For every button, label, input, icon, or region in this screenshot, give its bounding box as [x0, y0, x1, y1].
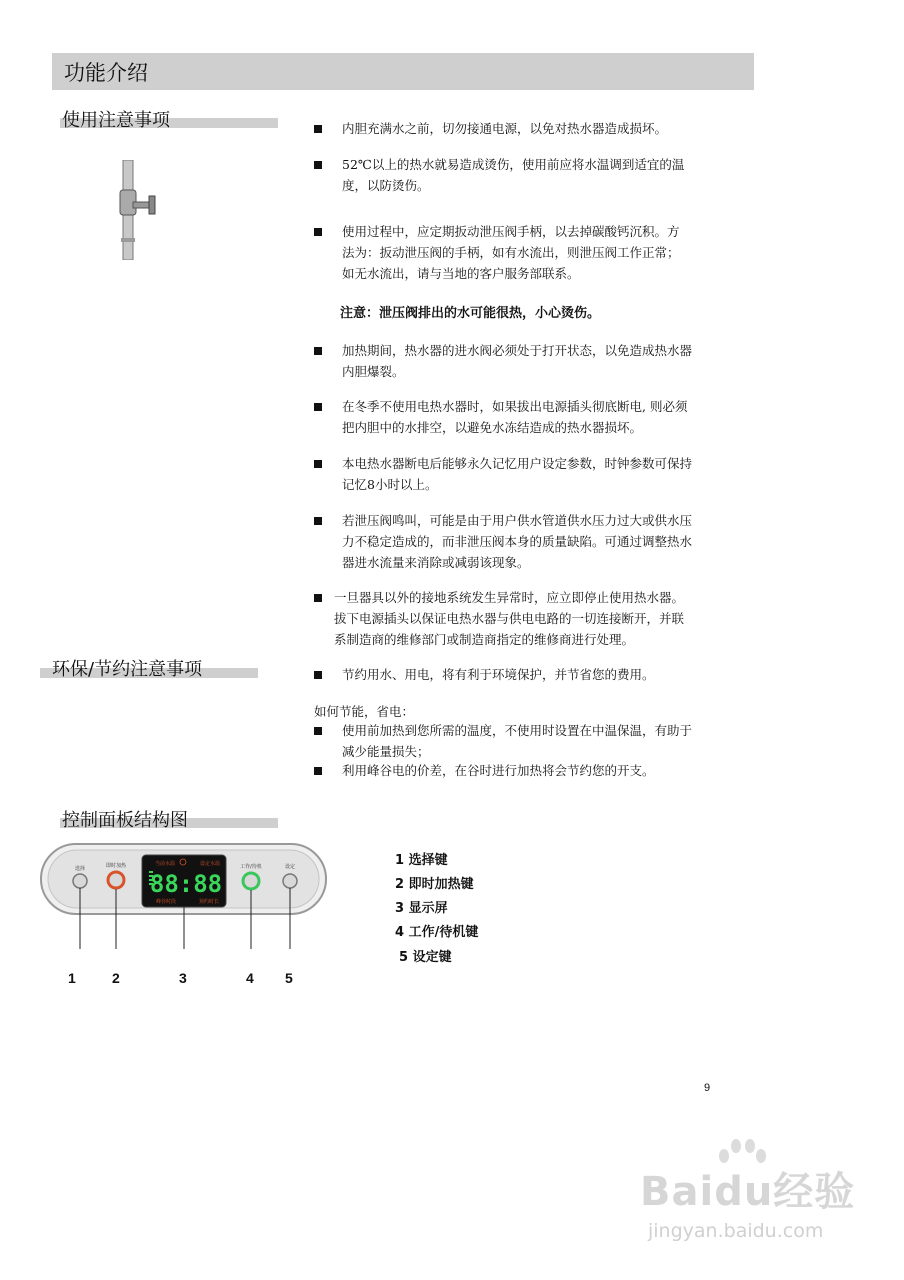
- display-label: 当前水温: [155, 861, 176, 867]
- section-heading-panel: 控制面板结构图: [62, 810, 188, 831]
- page-number: 9: [704, 1082, 711, 1094]
- legend-item: 5 设定键: [399, 950, 452, 965]
- section-heading-eco: 环保/节约注意事项: [52, 659, 203, 680]
- instant-heat-button[interactable]: [108, 872, 124, 888]
- list-item: 节约用水、用电，将有利于环境保护，并节省您的费用。: [314, 664, 764, 685]
- page-title: 功能介绍: [64, 61, 148, 85]
- select-button-label: 选择: [74, 866, 86, 872]
- legend-item: 1 选择键: [395, 853, 448, 868]
- warning-note: 注意：泄压阀排出的水可能很热，小心烫伤。: [340, 306, 601, 321]
- bullet-icon: [314, 125, 322, 133]
- list-item: 使用过程中，应定期扳动泄压阀手柄，以去掉碳酸钙沉积。方 法为：扳动泄压阀的手柄，如有水流出，则泄压阀工作正常； 如无水流出，请与当地的客户服务部联系。: [314, 221, 764, 284]
- legend-item: 2 即时加热键: [395, 877, 474, 892]
- list-item: 若泄压阀鸣叫，可能是由于用户供水管道供水压力过大或供水压 力不稳定造成的，而非泄压阀本身的质量缺陷。可通过调整热水 器进水流量来消除或减弱该现象。: [314, 510, 764, 573]
- list-item: 52℃以上的热水就易造成烫伤，使用前应将水温调到适宜的温 度，以防烫伤。: [314, 154, 764, 196]
- section-heading-usage: 使用注意事项: [62, 110, 170, 131]
- control-panel-diagram: [38, 840, 338, 955]
- list-item: 加热期间，热水器的进水阀必须处于打开状态，以免造成热水器 内胆爆裂。: [314, 340, 764, 382]
- display-digits: 88:88: [149, 870, 223, 898]
- callout-number: 2: [112, 970, 120, 986]
- eco-intro: 如何节能，省电：: [314, 704, 415, 719]
- display-label: 峰谷时段: [156, 899, 177, 905]
- bullet-icon: [314, 767, 322, 775]
- bullet-icon: [314, 517, 322, 525]
- bullet-icon: [314, 727, 322, 735]
- legend-item: 4 工作/待机键: [395, 925, 479, 940]
- bullet-icon: [314, 460, 322, 468]
- bullet-icon: [314, 403, 322, 411]
- bullet-icon: [314, 594, 322, 602]
- select-button[interactable]: [73, 874, 87, 888]
- pressure-valve-illustration: [105, 160, 165, 260]
- callout-number: 1: [68, 970, 76, 986]
- list-item: 在冬季不使用电热水器时，如果拔出电源插头彻底断电, 则必须 把内胆中的水排空，以避免水冻结造成的热水器损坏。: [314, 396, 764, 438]
- watermark-url: jingyan.baidu.com: [648, 1220, 824, 1242]
- list-item: 内胆充满水之前，切勿接通电源，以免对热水器造成损坏。: [314, 118, 764, 139]
- list-item: 一旦器具以外的接地系统发生异常时，应立即停止使用热水器。 拔下电源插头以保证电热水器与供电电路的一切连接断开，并联 系制造商的维修部门或制造商指定的维修商进行处理。: [314, 587, 774, 650]
- bullet-icon: [314, 161, 322, 169]
- work-standby-button[interactable]: [243, 873, 259, 889]
- display-label: 设定水温: [200, 861, 221, 867]
- bullet-icon: [314, 347, 322, 355]
- instant-heat-button-label: 即时加热: [105, 863, 127, 869]
- callout-number: 5: [285, 970, 293, 986]
- display-label: 预约时长: [199, 899, 220, 905]
- legend-item: 3 显示屏: [395, 901, 448, 916]
- list-item: 利用峰谷电的价差，在谷时进行加热将会节约您的开支。: [314, 760, 764, 781]
- bullet-icon: [314, 228, 322, 236]
- callout-number: 3: [179, 970, 187, 986]
- list-item: 使用前加热到您所需的温度，不使用时设置在中温保温，有助于 减少能量损失；: [314, 720, 774, 762]
- watermark-logo: Baidu经验: [640, 1169, 856, 1215]
- bullet-icon: [314, 671, 322, 679]
- set-button[interactable]: [283, 874, 297, 888]
- title-bar: [52, 53, 754, 90]
- callout-number: 4: [246, 970, 254, 986]
- list-item: 本电热水器断电后能够永久记忆用户设定参数，时钟参数可保持 记忆8小时以上。: [314, 453, 764, 495]
- set-button-label: 设定: [284, 864, 296, 870]
- work-standby-button-label: 工作/待机: [240, 864, 262, 870]
